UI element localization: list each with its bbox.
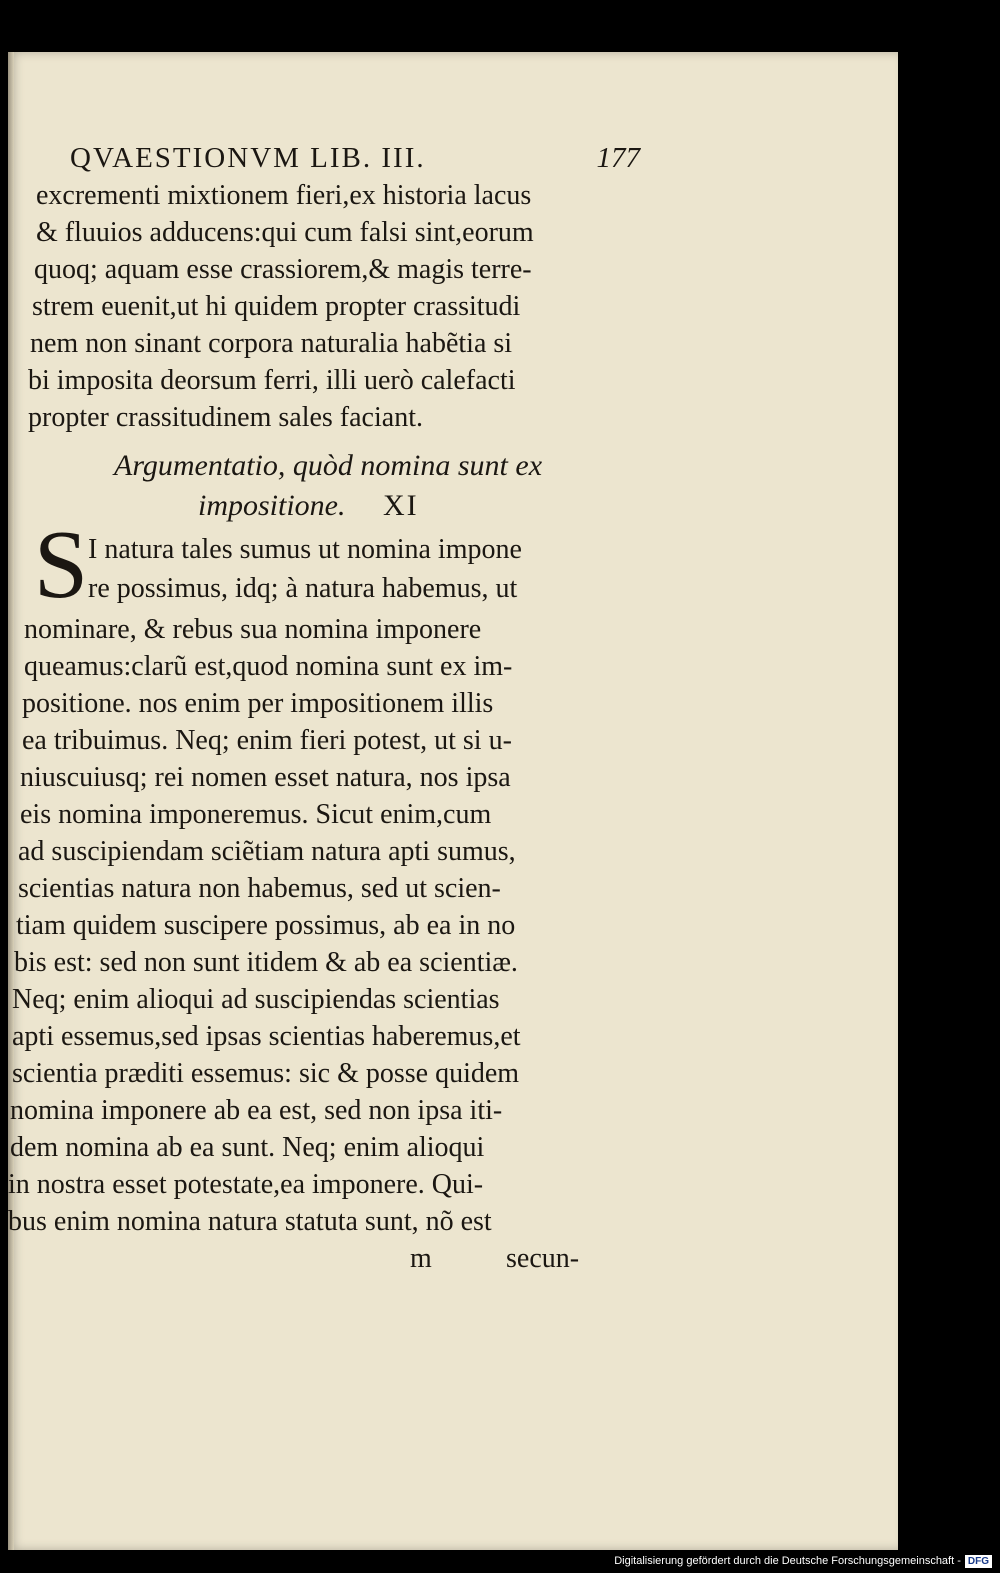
body-line: Neq; enim alioqui ad suscipiendas scientias (12, 984, 500, 1015)
body-line: & fluuios adducens:qui cum falsi sint,eorum (36, 217, 534, 248)
body-line: propter crassitudinem sales faciant. (28, 402, 423, 433)
dfg-logo: DFG (965, 1555, 992, 1568)
body-line: in nostra esset potestate,ea imponere. Qui- (8, 1169, 484, 1200)
book-page (8, 52, 898, 1550)
section-number: XI (383, 489, 419, 522)
section-heading-line-2 (198, 487, 419, 525)
body-line: excrementi mixtionem fieri,ex historia lacus (36, 180, 532, 211)
body-line: queamus:clarũ est,quod nomina sunt ex im- (24, 651, 513, 682)
page-number: 177 (596, 142, 640, 174)
text-block (8, 52, 898, 1550)
digitization-credit (614, 1553, 992, 1569)
body-line: bis est: sed non sunt itidem & ab ea scientiæ. (14, 947, 518, 978)
body-line: nominare, & rebus sua nomina imponere (24, 614, 482, 645)
credit-text: Digitalisierung gefördert durch die Deutsche Forschungsgemeinschaft - (614, 1555, 961, 1567)
section-heading-line-1: Argumentatio, quòd nomina sunt ex (114, 449, 543, 482)
running-header (70, 142, 640, 178)
body-line: bus enim nomina natura statuta sunt, nõ est (8, 1206, 492, 1237)
body-line: dem nomina ab ea sunt. Neq; enim alioqui (10, 1132, 485, 1163)
body-line: I natura tales sumus ut nomina impone (88, 534, 522, 565)
body-line: positione. nos enim per impositionem illis (22, 688, 494, 719)
body-line: nomina imponere ab ea est, sed non ipsa iti- (10, 1095, 503, 1126)
body-line: quoq; aquam esse crassiorem,& magis terre- (34, 254, 532, 285)
running-title: QVAESTIONVM LIB. III. (70, 142, 426, 174)
body-line: niuscuiusq; rei nomen esset natura, nos ipsa (20, 762, 511, 793)
body-line: ad suscipiendam sciẽtiam natura apti sumus, (18, 836, 516, 867)
body-line: bi imposita deorsum ferri, illi uerò calefacti (28, 365, 516, 396)
body-line: eis nomina imponeremus. Sicut enim,cum (20, 799, 492, 830)
body-line: tiam quidem suscipere possimus, ab ea in no (16, 910, 516, 941)
body-line: nem non sinant corpora naturalia habẽtia si (30, 328, 513, 359)
body-line: scientia præditi essemus: sic & posse quidem (12, 1058, 520, 1089)
body-line: ea tribuimus. Neq; enim fieri potest, ut si u- (22, 725, 512, 756)
body-line: apti essemus,sed ipsas scientias haberemus,et (12, 1021, 521, 1052)
body-line: scientias natura non habemus, sed ut scien- (18, 873, 501, 904)
section-heading-text: impositione. (198, 489, 346, 522)
catchword: secun- (506, 1243, 580, 1274)
body-line: strem euenit,ut hi quidem propter crassitudi (32, 291, 521, 322)
body-line: re possimus, idq; à natura habemus, ut (88, 573, 518, 604)
signature-mark: m (410, 1243, 432, 1274)
drop-initial: S (33, 511, 89, 619)
